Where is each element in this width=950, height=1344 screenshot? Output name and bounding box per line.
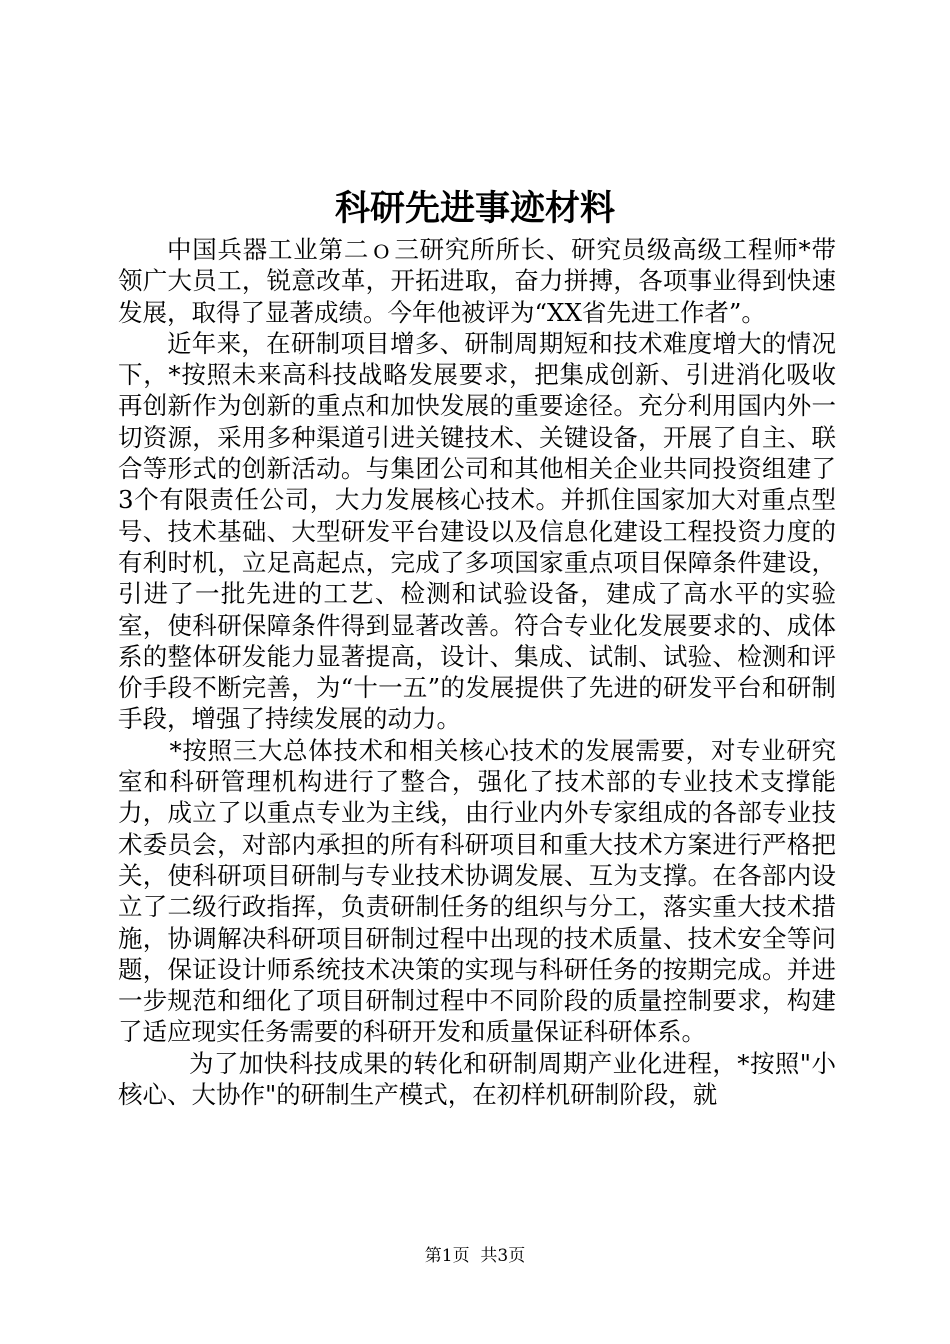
paragraph-industrialization: 为了加快科技成果的转化和研制周期产业化进程，*按照"小核心、大协作"的研制生产模式，在初样机研制阶段，就 (118, 1048, 836, 1110)
page-number-label: 第1页 共3页 (424, 1246, 526, 1266)
paragraph-reorganization: *按照三大总体技术和相关核心技术的发展需要，对专业研究室和科研管理机构进行了整合，强化了技术部的专业技术支撑能力，成立了以重点专业为主线，由行业内外专家组成的各部专业技术委员会，对部内承担的所有科研项目和重大技术方案进行严格把关，使科研项目研制与专业技术协调发展、互为支撑。在各部内设立了二级行政指挥，负责研制任务的组织与分工，落实重大技术措施，协调解决科研项目研制过程中出现的技术质量、技术安全等问题，保证设计师系统技术决策的实现与科研任务的按期完成。并进一步规范和细化了项目研制过程中不同阶段的质量控制要求，构建了适应现实任务需要的科研开发和质量保证科研体系。 (118, 735, 836, 1047)
paragraph-innovation: 近年来，在研制项目增多、研制周期短和技术难度增大的情况下，*按照未来高科技战略发展要求，把集成创新、引进消化吸收再创新作为创新的重点和加快发展的重要途径。充分利用国内外一切资源，采用多种渠道引进关键技术、关键设备，开展了自主、联合等形式的创新活动。与集团公司和其他相关企业共同投资组建了3个有限责任公司，大力发展核心技术。并抓住国家加大对重点型号、技术基础、大型研发平台建设以及信息化建设工程投资力度的有利时机，立足高起点，完成了多项国家重点项目保障条件建设，引进了一批先进的工艺、检测和试验设备，建成了高水平的实验室，使科研保障条件得到显著改善。符合专业化发展要求的、成体系的整体研发能力显著提高，设计、集成、试制、试验、检测和评价手段不断完善，为“十一五”的发展提供了先进的研发平台和研制手段，增强了持续发展的动力。 (118, 328, 836, 734)
paragraph-intro: 中国兵器工业第二ｏ三研究所所长、研究员级高级工程师*带领广大员工，锐意改革，开拓进取，奋力拼搏，各项事业得到快速发展，取得了显著成绩。今年他被评为“XX省先进工作者”。 (118, 235, 836, 327)
page-footer (0, 1245, 950, 1267)
document-body (118, 234, 836, 1110)
document-title: 科研先进事迹材料 (334, 188, 615, 229)
